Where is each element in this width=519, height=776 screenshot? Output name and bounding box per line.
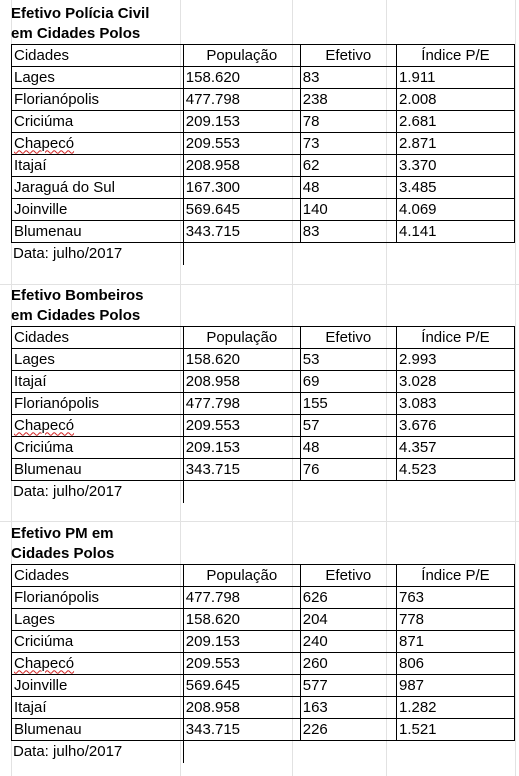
cell[interactable]: 1.521 <box>396 719 514 741</box>
header-cell[interactable]: Índice P/E <box>396 45 514 67</box>
cell[interactable]: 3.083 <box>396 393 514 415</box>
cell[interactable]: 48 <box>300 437 396 459</box>
cell[interactable]: 778 <box>396 609 514 631</box>
cell[interactable]: 343.715 <box>183 221 300 243</box>
table-row <box>12 199 515 221</box>
title-line-1: Efetivo Polícia Civil <box>11 5 150 22</box>
cell[interactable]: Joinville <box>12 675 184 697</box>
cell[interactable]: 569.645 <box>183 199 300 221</box>
title-line-2: em Cidades Polos <box>11 307 141 324</box>
cell[interactable]: 76 <box>300 459 396 481</box>
table-row <box>12 133 515 155</box>
table-footnote[interactable]: Data: julho/2017 <box>11 481 184 503</box>
table-block-pm <box>11 524 515 763</box>
table-row <box>12 459 515 481</box>
table-row <box>12 631 515 653</box>
cell[interactable]: 208.958 <box>183 697 300 719</box>
table-header-row <box>12 45 515 67</box>
table-row <box>12 609 515 631</box>
cell[interactable]: Itajaí <box>12 155 184 177</box>
cell[interactable]: 4.523 <box>396 459 514 481</box>
cell[interactable]: 763 <box>396 587 514 609</box>
title-line-1: Efetivo Bombeiros <box>11 287 144 304</box>
cell[interactable]: 626 <box>300 587 396 609</box>
cell[interactable]: 2.993 <box>396 349 514 371</box>
cell[interactable]: Lages <box>12 349 184 371</box>
cell[interactable]: 208.958 <box>183 155 300 177</box>
cell[interactable]: 4.069 <box>396 199 514 221</box>
cell[interactable]: Criciúma <box>12 631 184 653</box>
cell[interactable]: 48 <box>300 177 396 199</box>
header-cell[interactable]: Cidades <box>12 565 184 587</box>
cell[interactable]: Joinville <box>12 199 184 221</box>
cell[interactable]: 140 <box>300 199 396 221</box>
header-cell[interactable]: Efetivo <box>300 565 396 587</box>
cell[interactable]: 343.715 <box>183 459 300 481</box>
header-cell[interactable]: Cidades <box>12 45 184 67</box>
cell[interactable]: 2.871 <box>396 133 514 155</box>
table-row <box>12 437 515 459</box>
header-cell[interactable]: População <box>183 327 300 349</box>
cell[interactable]: 209.553 <box>183 415 300 437</box>
table-row <box>12 89 515 111</box>
cell[interactable]: 158.620 <box>183 67 300 89</box>
cell[interactable]: 226 <box>300 719 396 741</box>
cell[interactable]: 57 <box>300 415 396 437</box>
cell[interactable]: Lages <box>12 67 184 89</box>
table-row <box>12 371 515 393</box>
cell[interactable]: 871 <box>396 631 514 653</box>
table-row <box>12 587 515 609</box>
header-cell[interactable]: Índice P/E <box>396 327 514 349</box>
cell[interactable]: 158.620 <box>183 349 300 371</box>
table-row <box>12 221 515 243</box>
cell[interactable]: Criciúma <box>12 437 184 459</box>
cell[interactable]: 209.153 <box>183 111 300 133</box>
cell[interactable]: 83 <box>300 67 396 89</box>
header-cell[interactable]: Cidades <box>12 327 184 349</box>
cell[interactable]: Blumenau <box>12 221 184 243</box>
data-table <box>11 564 515 741</box>
cell[interactable]: 1.911 <box>396 67 514 89</box>
cell[interactable]: 53 <box>300 349 396 371</box>
cell[interactable]: Blumenau <box>12 459 184 481</box>
cell[interactable]: Lages <box>12 609 184 631</box>
cell[interactable]: 3.676 <box>396 415 514 437</box>
header-cell[interactable]: População <box>183 45 300 67</box>
cell[interactable]: Florianópolis <box>12 89 184 111</box>
cell[interactable]: Florianópolis <box>12 587 184 609</box>
cell[interactable]: 477.798 <box>183 393 300 415</box>
cell[interactable]: 343.715 <box>183 719 300 741</box>
cell[interactable]: 1.282 <box>396 697 514 719</box>
cell[interactable]: 569.645 <box>183 675 300 697</box>
header-cell[interactable]: Efetivo <box>300 45 396 67</box>
cell[interactable]: 204 <box>300 609 396 631</box>
cell[interactable]: 208.958 <box>183 371 300 393</box>
cell[interactable]: Florianópolis <box>12 393 184 415</box>
cell[interactable]: Itajaí <box>12 697 184 719</box>
table-row <box>12 393 515 415</box>
table-footnote[interactable]: Data: julho/2017 <box>11 243 184 265</box>
header-cell[interactable]: Efetivo <box>300 327 396 349</box>
table-header-row <box>12 327 515 349</box>
table-header-row <box>12 565 515 587</box>
cell[interactable]: 240 <box>300 631 396 653</box>
cell[interactable]: 209.553 <box>183 133 300 155</box>
table-row <box>12 111 515 133</box>
cell[interactable]: 69 <box>300 371 396 393</box>
cell[interactable]: Chapecó <box>12 653 184 675</box>
cell[interactable]: 209.153 <box>183 437 300 459</box>
table-title <box>11 524 181 564</box>
cell[interactable]: 158.620 <box>183 609 300 631</box>
title-line-2: em Cidades Polos <box>11 25 141 42</box>
data-table <box>11 326 515 481</box>
cell[interactable]: 62 <box>300 155 396 177</box>
cell[interactable]: 2.008 <box>396 89 514 111</box>
table-row <box>12 653 515 675</box>
data-table <box>11 44 515 243</box>
title-line-2: Cidades Polos <box>11 545 115 562</box>
table-row <box>12 697 515 719</box>
cell[interactable]: 3.028 <box>396 371 514 393</box>
cell[interactable]: Criciúma <box>12 111 184 133</box>
cell[interactable]: 477.798 <box>183 587 300 609</box>
cell[interactable]: 83 <box>300 221 396 243</box>
cell[interactable]: Jaraguá do Sul <box>12 177 184 199</box>
title-line-1: Efetivo PM em <box>11 525 114 542</box>
cell[interactable]: Chapecó <box>12 415 184 437</box>
cell[interactable]: 163 <box>300 697 396 719</box>
table-row <box>12 415 515 437</box>
cell[interactable]: 987 <box>396 675 514 697</box>
cell[interactable]: 209.553 <box>183 653 300 675</box>
cell[interactable]: 2.681 <box>396 111 514 133</box>
cell[interactable]: Chapecó <box>12 133 184 155</box>
table-footnote[interactable]: Data: julho/2017 <box>11 741 184 763</box>
table-row <box>12 67 515 89</box>
cell[interactable]: 477.798 <box>183 89 300 111</box>
cell[interactable]: 4.141 <box>396 221 514 243</box>
table-row <box>12 155 515 177</box>
header-cell[interactable]: População <box>183 565 300 587</box>
cell[interactable]: 167.300 <box>183 177 300 199</box>
table-title <box>11 286 181 326</box>
cell[interactable]: 155 <box>300 393 396 415</box>
cell[interactable]: 4.357 <box>396 437 514 459</box>
table-row <box>12 349 515 371</box>
cell[interactable]: 73 <box>300 133 396 155</box>
cell[interactable]: 3.485 <box>396 177 514 199</box>
cell[interactable]: 238 <box>300 89 396 111</box>
cell[interactable]: Blumenau <box>12 719 184 741</box>
cell[interactable]: 806 <box>396 653 514 675</box>
cell[interactable]: 209.153 <box>183 631 300 653</box>
cell[interactable]: 260 <box>300 653 396 675</box>
cell[interactable]: 577 <box>300 675 396 697</box>
header-cell[interactable]: Índice P/E <box>396 565 514 587</box>
table-title <box>11 4 181 44</box>
table-row <box>12 719 515 741</box>
cell[interactable]: Itajaí <box>12 371 184 393</box>
table-row <box>12 675 515 697</box>
cell[interactable]: 3.370 <box>396 155 514 177</box>
table-block-bombeiros <box>11 286 515 503</box>
cell[interactable]: 78 <box>300 111 396 133</box>
table-block-policia-civil <box>11 4 515 265</box>
table-row <box>12 177 515 199</box>
